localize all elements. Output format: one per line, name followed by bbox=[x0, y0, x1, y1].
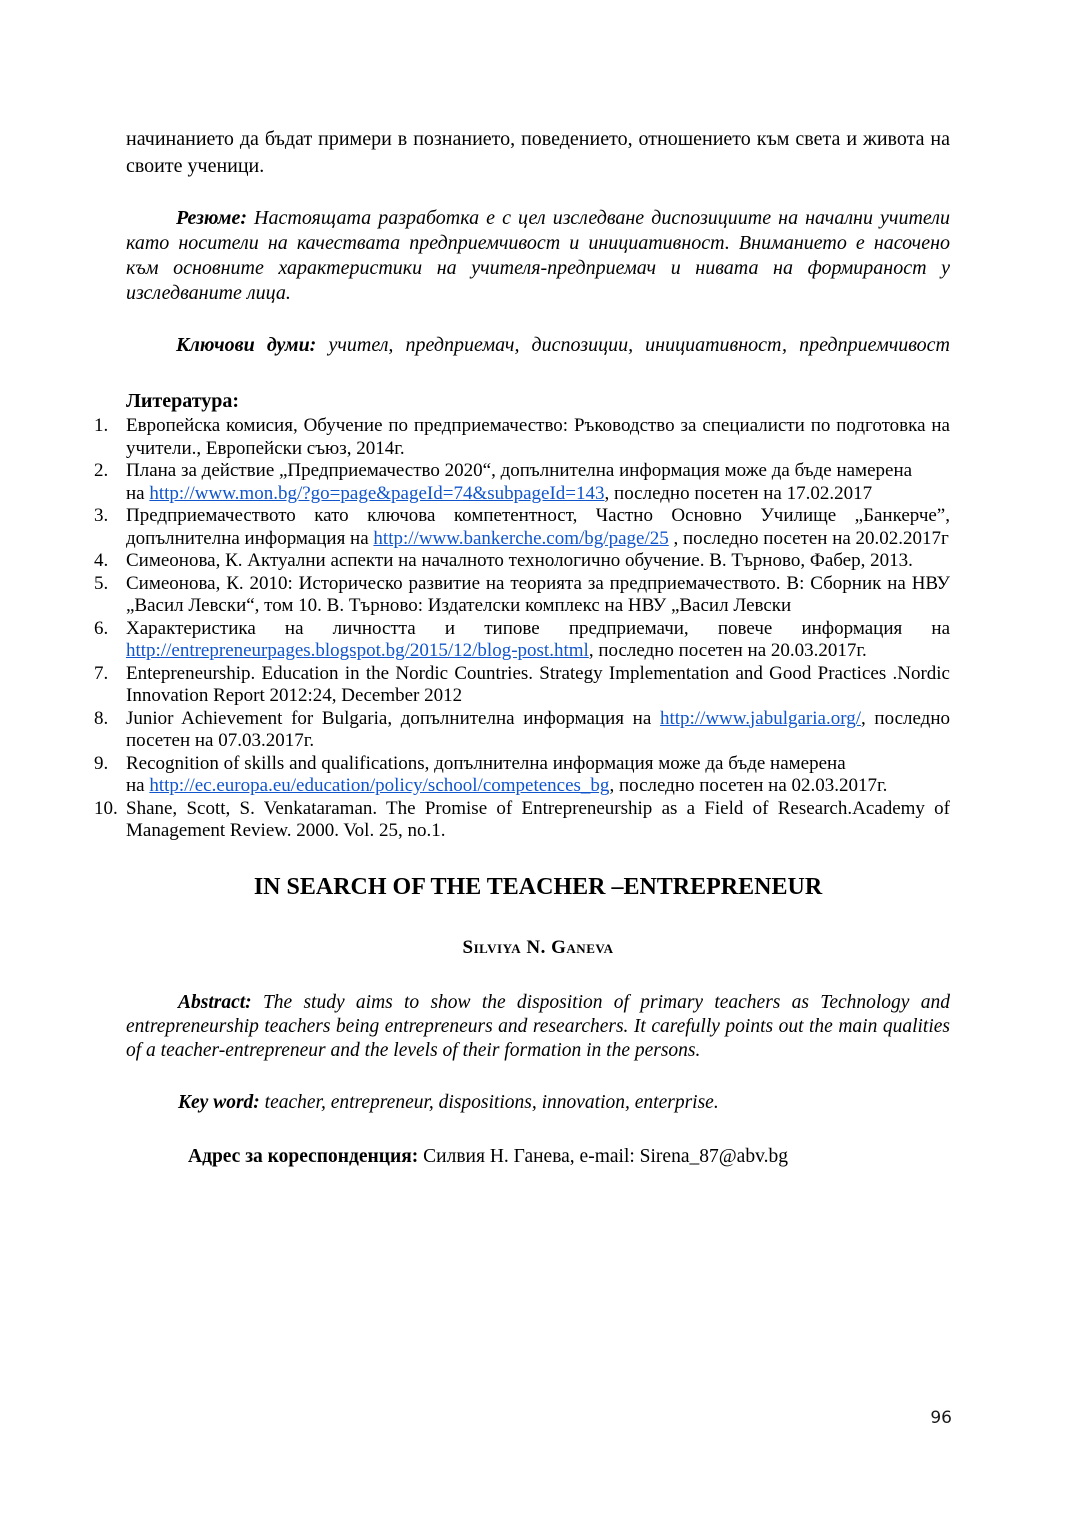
keywords-en-text: teacher, entrepreneur, dispositions, innovation, enterprise. bbox=[259, 1091, 719, 1113]
article-author: Silviya N. Ganeva bbox=[462, 936, 614, 958]
keywords-en-label: Key word: bbox=[178, 1091, 260, 1113]
intro-paragraph: начинанието да бъдат примери в познанието, поведението, отношението към света и живота на своите ученици. bbox=[126, 128, 950, 177]
references-list bbox=[92, 415, 950, 843]
reference-item: Shane, Scott, S. Venkataraman. The Promise of Entrepreneurship as a Field of Research.Academy of Management Review. 2000. Vol. 25, no.1. bbox=[126, 797, 950, 841]
reference-link[interactable]: http://ec.europa.eu/education/policy/school/competences_bg bbox=[149, 775, 610, 796]
abstract-text: The study aims to show the disposition of primary teachers as Technology and entrepreneurship teachers being entrepreneurs and researchers. It carefully points out the main qualities of a teacher-entrepreneur and the levels of their formation in the persons. bbox=[126, 991, 950, 1061]
reference-item: Предприемачеството като ключова компетентност, Частно Основно Училище „Банкерче”, допълнителна информация на http://www.bankerche.com/bg/page/25 , последно посетен на 20.02.2017г bbox=[126, 505, 950, 549]
page-content bbox=[126, 0, 950, 1169]
reference-item: Entepreneurship. Education in the Nordic Countries. Strategy Implementation and Good Practices .Nordic Innovation Report 2012:24, December 2012 bbox=[126, 662, 950, 706]
address-label: Адрес за кореспонденция: bbox=[188, 1145, 419, 1167]
reference-link[interactable]: http://www.jabulgaria.org/ bbox=[659, 707, 861, 729]
reference-item: Recognition of skills and qualifications, допълнителна информация може да бъде намерена на http://ec.europa.eu/education/policy/school/competences_bg, последно посетен на 02.03.2017г. bbox=[126, 752, 888, 796]
resume-label: Резюме: bbox=[176, 207, 247, 229]
abstract-paragraph-bg bbox=[126, 206, 950, 306]
reference-link[interactable]: http://entrepreneurpages.blogspot.bg/2015/12/blog-post.html bbox=[126, 640, 589, 661]
keywords-bg-paragraph bbox=[126, 333, 950, 358]
reference-item: Симеонова, К. Актуални аспекти на началното технологично обучение. В. Търново, Фабер, 2013. bbox=[126, 550, 913, 571]
reference-item: Характеристика на личността и типове предприемачи, повече информация на http://entrepreneurpages.blogspot.bg/2015/12/blog-post.html, последно посетен на 20.03.2017г. bbox=[126, 617, 950, 661]
address-text: Силвия Н. Ганева, e-mail: Sirena_87@abv.bg bbox=[418, 1145, 788, 1167]
abstract-paragraph-en bbox=[126, 991, 950, 1063]
resume-text: Настоящата разработка е с цел изследване диспозициите на начални учители като носители на качествата предприемчивост и инициативност. Вниманието е насочено към основните характеристики на учителя-предприемач и нивата на формираност у изследваните лица. bbox=[126, 207, 950, 304]
reference-item: Европейска комисия, Обучение по предприемачество: Ръководство за специалисти по подготовка на учители., Европейски съюз, 2014г. bbox=[126, 415, 950, 459]
references-heading: Литература: bbox=[126, 390, 240, 412]
keywords-bg-text: учител, предприемач, диспозиции, инициативност, предприемчивост bbox=[316, 334, 950, 356]
abstract-label: Abstract: bbox=[178, 991, 252, 1013]
reference-item: Плана за действие „Предприемачество 2020“, допълнителна информация може да бъде намерена на http://www.mon.bg/?go=page&pageId=74&subpageId=143, последно посетен на 17.02.2017 bbox=[126, 460, 913, 504]
reference-item: Junior Achievement for Bulgaria, допълнителна информация на http://www.jabulgaria.org/, последно посетен на 07.03.2017г. bbox=[126, 707, 950, 751]
correspondence-address bbox=[126, 1145, 950, 1169]
keywords-bg-label: Ключови думи: bbox=[176, 334, 317, 356]
reference-item: Симеонова, К. 2010: Историческо развитие на теорията за предприемачеството. В: Сборник на НВУ „Васил Левски“, том 10. В. Търново: Издателски комплекс на НВУ „Васил Левски bbox=[126, 572, 950, 616]
page-number: 96 bbox=[930, 1408, 952, 1428]
article-title: IN SEARCH OF THE TEACHER –ENTREPRENEUR bbox=[253, 873, 823, 900]
reference-link[interactable]: http://www.bankerche.com/bg/page/25 bbox=[373, 527, 669, 549]
keywords-en-paragraph bbox=[126, 1091, 950, 1115]
reference-link[interactable]: http://www.mon.bg/?go=page&pageId=74&subpageId=143 bbox=[149, 482, 605, 504]
